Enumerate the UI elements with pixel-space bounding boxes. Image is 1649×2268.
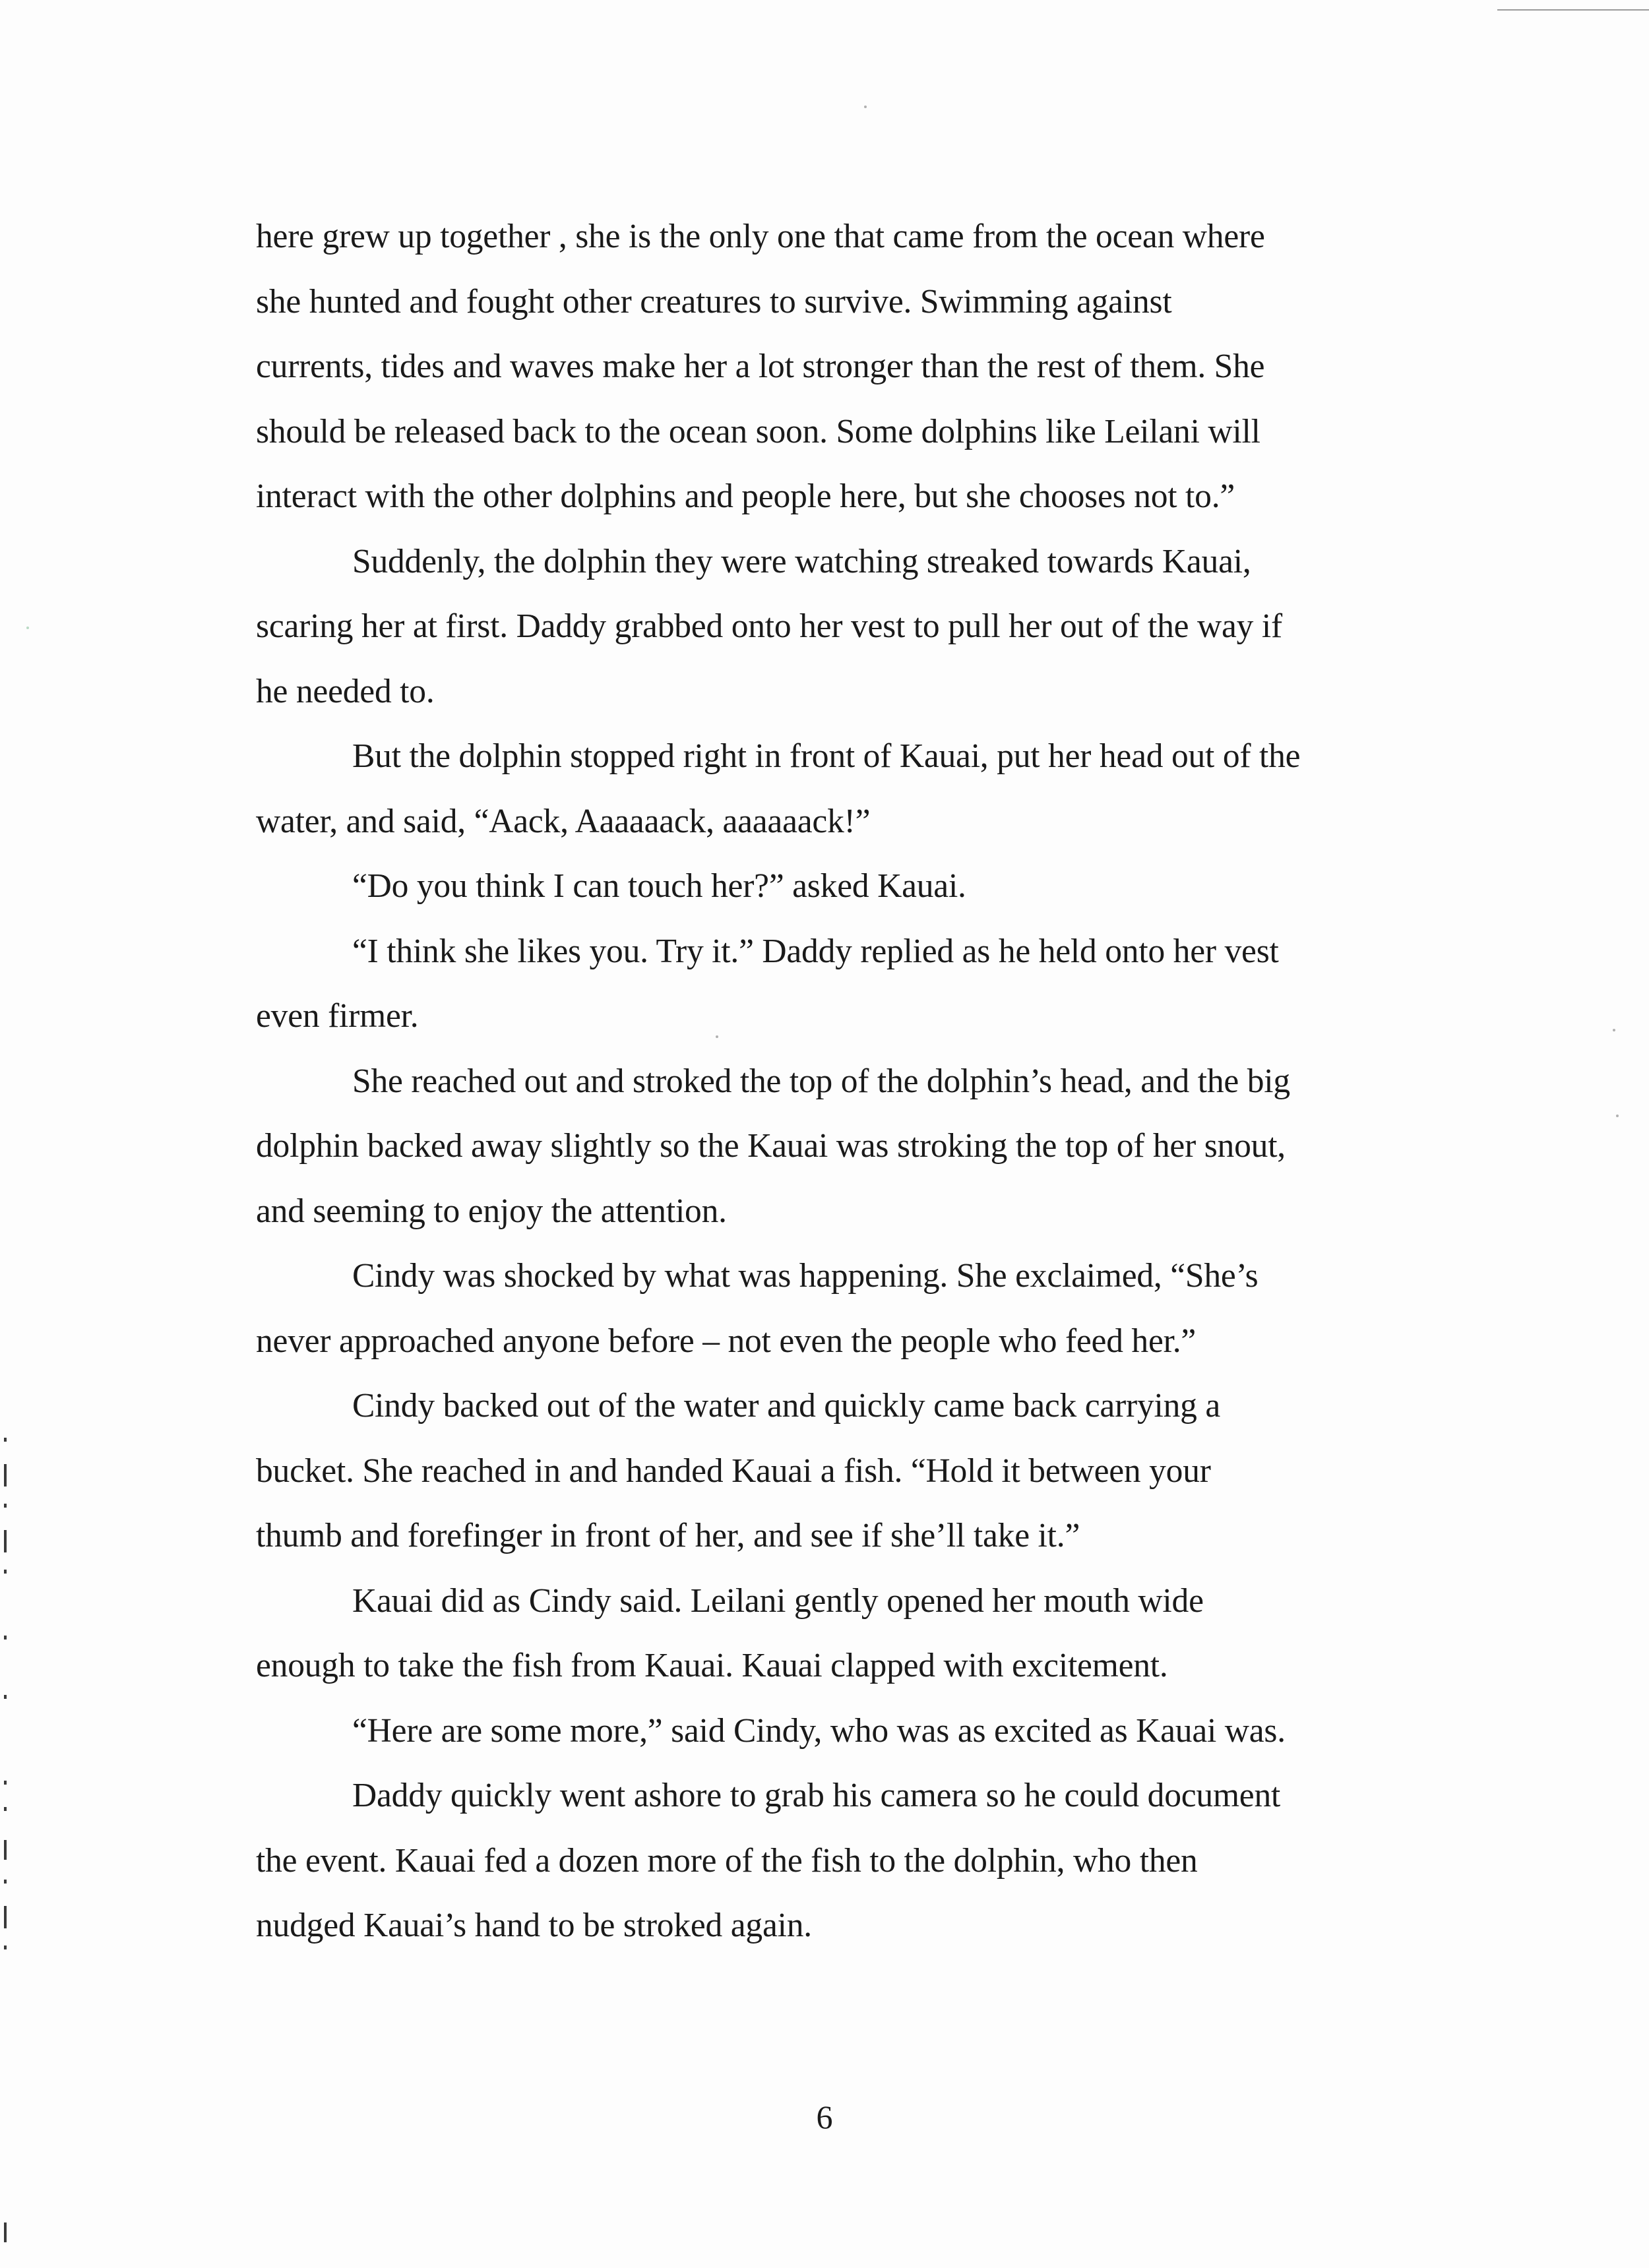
text-line: bucket. She reached in and handed Kauai a fish. “Hold it between your xyxy=(256,1452,1211,1490)
text-line: currents, tides and waves make her a lot stronger than the rest of them. She xyxy=(256,348,1265,385)
text-line: “Here are some more,” said Cindy, who was as excited as Kauai was. xyxy=(352,1711,1286,1750)
text-line: water, and said, “Aack, Aaaaaack, aaaaaack!” xyxy=(256,802,871,840)
text-line: She reached out and stroked the top of the dolphin’s head, and the big xyxy=(352,1062,1290,1100)
text-line: “Do you think I can touch her?” asked Kauai. xyxy=(352,867,966,905)
text-line: “I think she likes you. Try it.” Daddy replied as he held onto her vest xyxy=(352,932,1279,970)
text-line: interact with the other dolphins and people here, but she chooses not to.” xyxy=(256,477,1235,515)
text-line: and seeming to enjoy the attention. xyxy=(256,1192,727,1230)
scan-speck xyxy=(1613,1029,1615,1031)
text-line: the event. Kauai fed a dozen more of the fish to the dolphin, who then xyxy=(256,1841,1198,1880)
text-line: But the dolphin stopped right in front of Kauai, put her head out of the xyxy=(352,737,1301,775)
text-line: should be released back to the ocean soon. Some dolphins like Leilani will xyxy=(256,412,1260,450)
text-line: she hunted and fought other creatures to survive. Swimming against xyxy=(256,282,1172,321)
text-line: never approached anyone before – not even the people who feed her.” xyxy=(256,1322,1197,1360)
text-line: Daddy quickly went ashore to grab his camera so he could document xyxy=(352,1777,1281,1814)
body-text xyxy=(256,204,1450,1959)
text-line: Suddenly, the dolphin they were watching streaked towards Kauai, xyxy=(352,542,1251,580)
text-line: thumb and forefinger in front of her, and see if she’ll take it.” xyxy=(256,1517,1080,1554)
text-line: even firmer. xyxy=(256,997,419,1035)
text-line: he needed to. xyxy=(256,672,435,710)
scan-speck xyxy=(1616,1115,1619,1117)
text-line: Cindy backed out of the water and quickly came back carrying a xyxy=(352,1387,1221,1425)
text-line: enough to take the fish from Kauai. Kauai clapped with excitement. xyxy=(256,1647,1168,1684)
text-line: nudged Kauai’s hand to be stroked again. xyxy=(256,1907,812,1944)
page-number: 6 xyxy=(816,2099,833,2135)
text-line: dolphin backed away slightly so the Kauai was stroking the top of her snout, xyxy=(256,1127,1286,1165)
scan-speck xyxy=(864,106,867,108)
scan-speck xyxy=(26,627,29,629)
scan-speck xyxy=(716,1035,718,1038)
text-line: Kauai did as Cindy said. Leilani gently opened her mouth wide xyxy=(352,1581,1204,1620)
text-line: Cindy was shocked by what was happening. She exclaimed, “She’s xyxy=(352,1257,1259,1295)
scan-edge-line xyxy=(1497,9,1649,11)
text-line: scaring her at first. Daddy grabbed onto her vest to pull her out of the way if xyxy=(256,607,1282,645)
text-line: here grew up together , she is the only one that came from the ocean where xyxy=(256,218,1265,255)
